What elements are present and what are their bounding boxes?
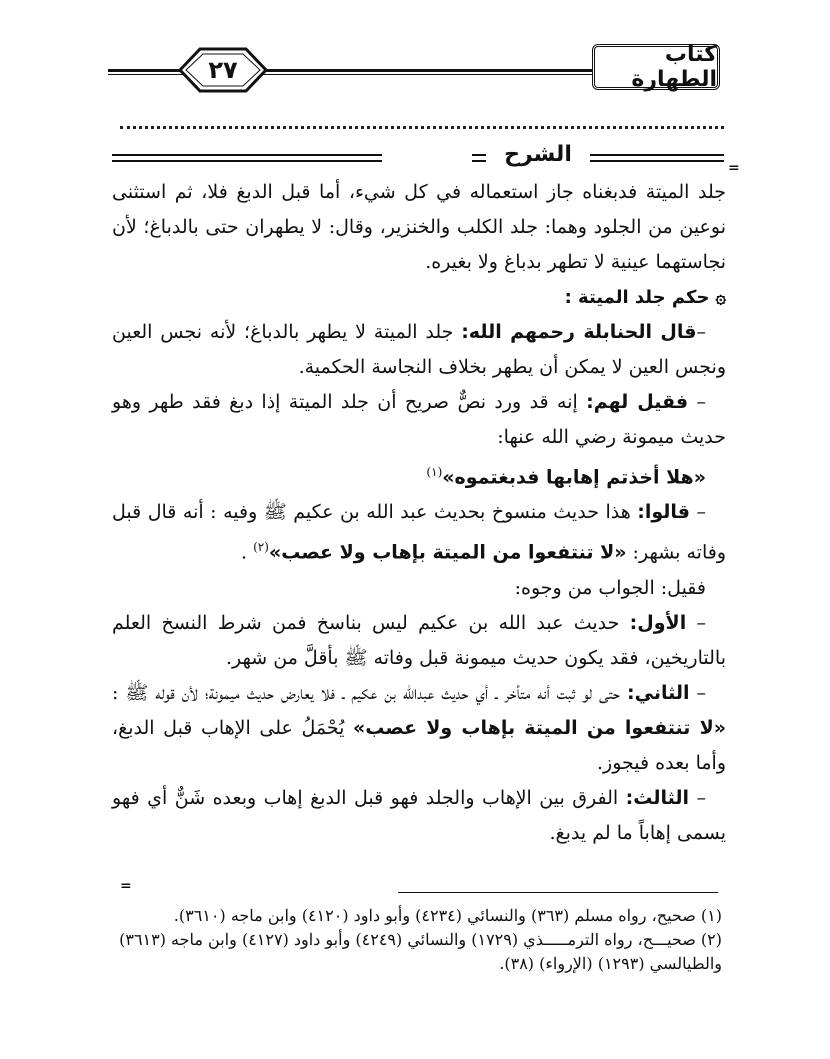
qila-text: إنه قد ورد نصٌّ صريح أن جلد الميتة إذا دبغ فقد طهر وهو حديث ميمونة رضي الله عنها:	[112, 391, 726, 448]
paragraph-first: – الأول: حديث عبد الله بن عكيم ليس بناسخ فمن شرط النسخ العلم بالتاريخين، فقد يكون حديث ميمونة قبل وفاته ﷺ بأقلَّ من شهر.	[112, 611, 726, 669]
paragraph-hanabila: –قال الحنابلة رحمهم الله: جلد الميتة لا يطهر بالدباغ؛ لأنه نجس العين ونجس العين لا يمكن أن يطهر بخلاف النجاسة الحكمية.	[112, 321, 726, 378]
flower-icon: ۞	[715, 287, 726, 308]
equals-mark-top: =	[728, 160, 740, 176]
section-heading	[112, 280, 726, 315]
paragraph-qalu: – قالوا: هذا حديث منسوخ بحديث عبد الله بن عكيم ﷺ وفيه : أنه قال قبل وفاته بشهر: «لا تنتفعوا من الميتة بإهاب ولا عصب»$^{(٢)}$ .	[112, 501, 726, 564]
qalu-text: هذا حديث منسوخ بحديث عبد الله بن عكيم ﷺ وفيه : أنه قال قبل وفاته بشهر:	[112, 501, 726, 564]
section-rule-right	[590, 154, 724, 156]
footnote-2: (٢) صحيـــح، رواه الترمـــــذي (١٧٢٩) والنسائي (٤٢٤٩) وأبو داود (٤١٢٧) وابن ماجه (٣٦١٣) والطيالسي (١٢٩٣) (الإرواء) (٣٨).	[119, 930, 722, 973]
footnote-ref-1: (١)	[426, 465, 443, 479]
section-title-row	[112, 142, 724, 174]
main-text	[112, 175, 726, 851]
dotted-divider	[120, 126, 724, 129]
section-rule-left-short-2	[472, 160, 486, 162]
page-header	[108, 38, 720, 100]
page-number-badge	[178, 46, 268, 94]
third-text: الفرق بين الإهاب والجلد فهو قبل الدبغ إهاب وبعده شَنٌّ أي فهو يسمى إهاباً ما لم يدبغ.	[112, 786, 726, 844]
equals-mark-bottom: =	[120, 878, 132, 894]
hanabila-label: قال الحنابلة رحمهم الله:	[461, 321, 697, 343]
section-rule-left-2	[112, 160, 382, 162]
first-label: الأول:	[629, 611, 687, 634]
first-text: حديث عبد الله بن عكيم ليس بناسخ فمن شرط النسخ العلم بالتاريخين، فقد يكون حديث ميمونة قبل وفاته ﷺ بأقلَّ من شهر.	[112, 611, 726, 669]
hanabila-text: جلد الميتة لا يطهر بالدباغ؛ لأنه نجس العين ونجس العين لا يمكن أن يطهر بخلاف النجاسة الحكمية.	[112, 321, 726, 378]
second-text-2: يُحْمَلُ على الإهاب قبل الدبغ، وأما بعده فيجوز.	[112, 716, 726, 774]
footnotes	[100, 904, 722, 976]
paragraph-jawab: فقيل: الجواب من وجوه:	[514, 576, 706, 599]
book-title: كتاب الطهارة	[592, 44, 720, 90]
qalu-end: .	[241, 541, 254, 564]
qila-label: فقيل لهم:	[586, 391, 689, 413]
hadith-2: «لا تنتفعوا من الميتة بإهاب ولا عصب»	[268, 541, 627, 564]
paragraph-qila: – فقيل لهم: إنه قد ورد نصٌّ صريح أن جلد الميتة إذا دبغ فقد طهر وهو حديث ميمونة رضي الله عنها:	[112, 391, 726, 448]
hadith-1: «هلا أخذتم إهابها فدبغتموه»	[442, 466, 706, 489]
footnote-rule	[398, 892, 718, 893]
heading-text: حكم جلد الميتة :	[564, 287, 710, 308]
paragraph-hadith-1	[112, 455, 726, 495]
section-title: الشرح	[504, 142, 572, 167]
section-rule-left	[112, 154, 382, 156]
paragraph-third: – الثالث: الفرق بين الإهاب والجلد فهو قبل الدبغ إهاب وبعده شَنٌّ أي فهو يسمى إهاباً ما لم يدبغ.	[112, 786, 726, 844]
section-rule-left-short	[472, 154, 486, 156]
second-hadith: «لا تنتفعوا من الميتة بإهاب ولا عصب»	[353, 716, 726, 739]
footnote-1: (١) صحيح، رواه مسلم (٣٦٣) والنسائي (٤٢٣٤) وأبو داود (٤١٢٠) وابن ماجه (٣٦١٠).	[173, 906, 722, 925]
qalu-label: قالوا:	[637, 501, 690, 524]
paragraph-intro: جلد الميتة فدبغناه جاز استعماله في كل شيء، أما قبل الدبغ فلا، ثم استثنى نوعين من الجلود وهما: جلد الكلب والخنزير، وقال: لا يطهران حتى بالدباغ؛ لأن نجاستهما عينية لا تطهر بدباغ ولا بغيره.	[112, 181, 726, 273]
paragraph-second: – الثاني: حتى لو ثبت أنه متأخر ـ أي حديث عبدالله بن عكيم ـ فلا يعارض حديث ميمونة؛ لأن قوله ﷺ : «لا تنتفعوا من الميتة بإهاب ولا عصب» يُحْمَلُ على الإهاب قبل الدبغ، وأما بعده فيجوز.	[112, 681, 726, 774]
footnote-ref-2: (٢)	[253, 540, 269, 555]
third-label: الثالث:	[625, 786, 690, 809]
page-number: ٢٧	[208, 56, 238, 84]
section-rule-right-2	[590, 160, 724, 162]
second-label: الثاني:	[627, 681, 690, 704]
second-text-1: حتى لو ثبت أنه متأخر ـ أي حديث عبدالله بن عكيم ـ فلا يعارض حديث ميمونة؛ لأن قوله ﷺ :	[112, 681, 628, 704]
